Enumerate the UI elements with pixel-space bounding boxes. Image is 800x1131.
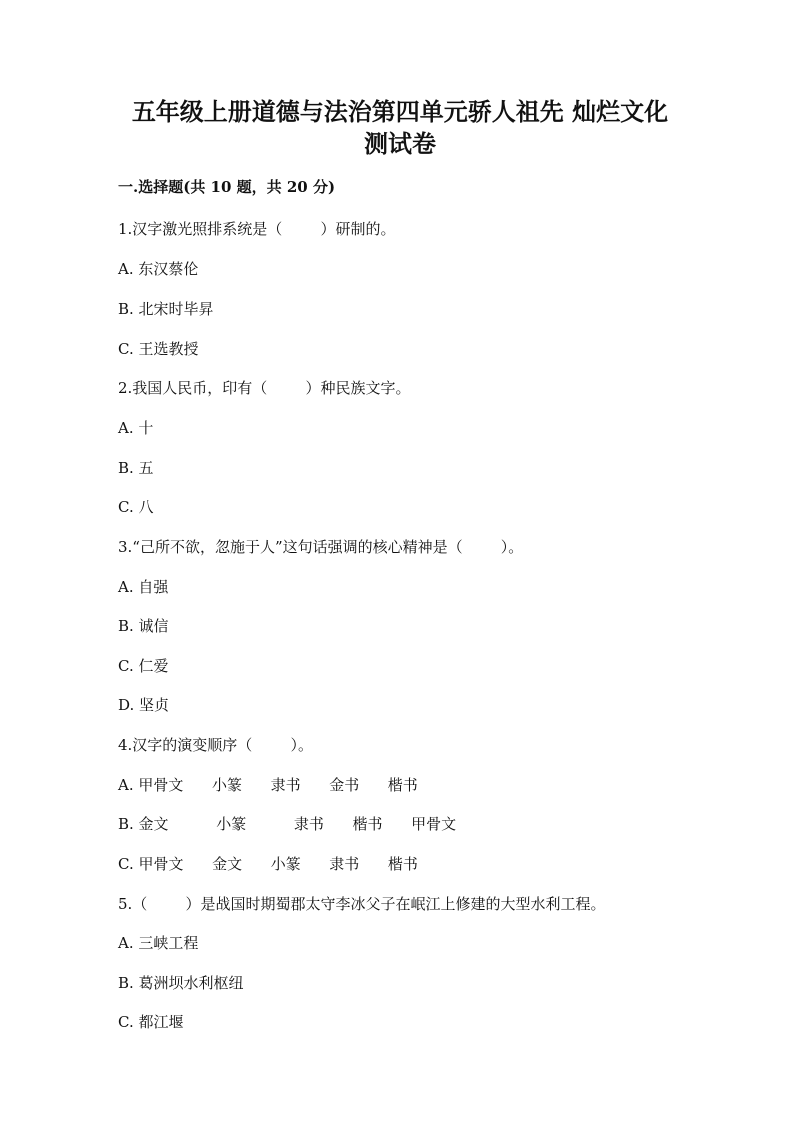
question-2-option-b: B. 五 — [118, 459, 154, 477]
question-1-option-a: A. 东汉蔡伦 — [118, 260, 199, 278]
question-4-option-a: A. 甲骨文 小篆 隶书 金书 楷书 — [118, 776, 418, 794]
document-title-line-1: 五年级上册道德与法治第四单元骄人祖先 灿烂文化 — [131, 97, 669, 126]
question-3-option-a: A. 自强 — [118, 578, 169, 596]
question-3-option-c: C. 仁爱 — [118, 657, 169, 675]
question-2: 2.我国人民币，印有（ ）种民族文字。 — [118, 379, 411, 397]
question-1-option-b: B. 北宋时毕昇 — [118, 300, 214, 318]
question-4-option-b: B. 金文 小篆 隶书 楷书 甲骨文 — [118, 815, 457, 833]
question-3-option-d: D. 坚贞 — [118, 696, 170, 714]
question-2-option-a: A. 十 — [118, 419, 154, 437]
document-title-line-2: 测试卷 — [364, 129, 436, 158]
question-4: 4.汉字的演变顺序（ ）。 — [118, 736, 313, 754]
question-4-option-c: C. 甲骨文 金文 小篆 隶书 楷书 — [118, 855, 418, 873]
question-5-option-a: A. 三峡工程 — [118, 934, 199, 952]
question-3-option-b: B. 诚信 — [118, 617, 169, 635]
section-heading: 一.选择题(共 10 题，共 20 分) — [118, 178, 336, 196]
question-1: 1.汉字激光照排系统是（ ）研制的。 — [118, 220, 396, 238]
question-1-option-c: C. 王选教授 — [118, 340, 199, 358]
question-5: 5.（ ）是战国时期蜀郡太守李冰父子在岷江上修建的大型水利工程。 — [118, 895, 606, 913]
question-5-option-b: B. 葛洲坝水利枢纽 — [118, 974, 244, 992]
question-3: 3.“己所不欲，忽施于人”这句话强调的核心精神是（ ）。 — [118, 538, 524, 556]
question-5-option-c: C. 都江堰 — [118, 1013, 184, 1031]
question-2-option-c: C. 八 — [118, 498, 154, 516]
